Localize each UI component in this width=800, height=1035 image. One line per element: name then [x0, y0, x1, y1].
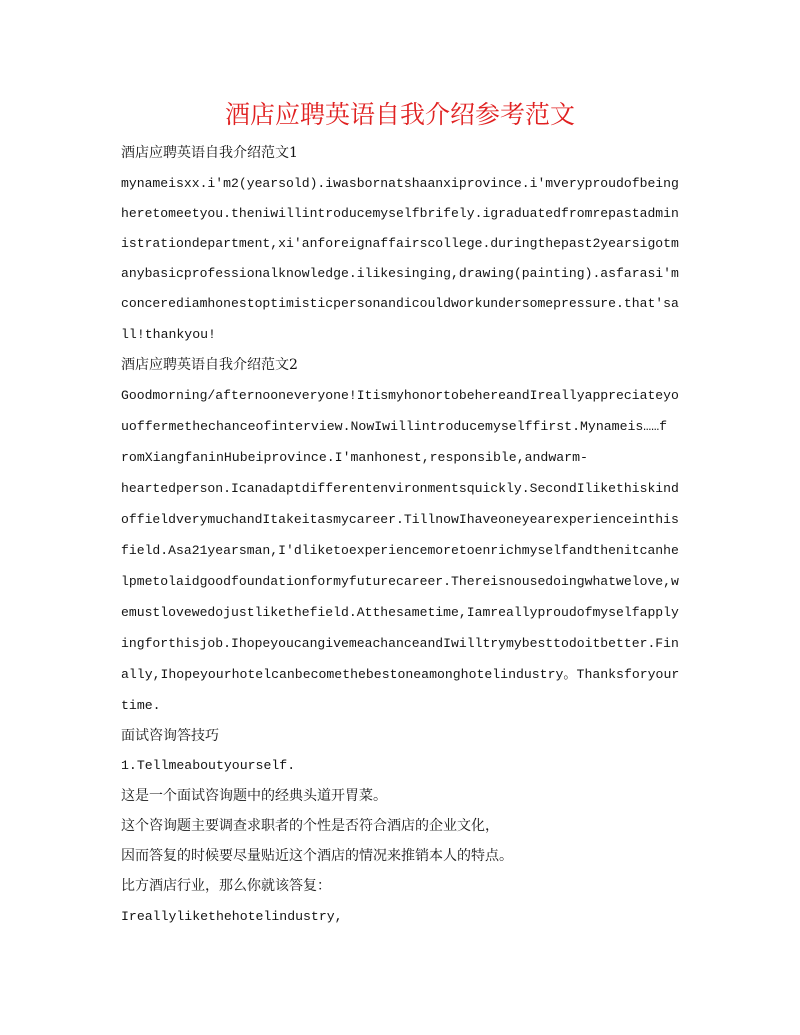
- paragraph-line: istrationdepartment,xi'anforeignaffairscollege.duringthepast2yearsigotm: [121, 236, 679, 251]
- paragraph-line: Goodmorning/afternooneveryone!ItismyhonortobehereandIreallyappreciateyo: [121, 388, 679, 403]
- paragraph-line: ll!thankyou!: [121, 327, 216, 342]
- paragraph-line: romXiangfaninHubeiprovince.I'manhonest,responsible,andwarm-: [121, 450, 588, 465]
- paragraph-line: lpmetolaidgoodfoundationformyfuturecareer.Thereisnousedoingwhatwelove,w: [121, 574, 679, 589]
- question-heading: 1.Tellmeaboutyourself.: [121, 758, 296, 773]
- paragraph-line: ingforthisjob.IhopeyoucangivemeachanceandIwilltrymybesttodoitbetter.Fin: [121, 636, 679, 651]
- paragraph-line: 这是一个面试咨询题中的经典头道开胃菜。: [121, 788, 387, 804]
- paragraph-line: anybasicprofessionalknowledge.ilikesinging,drawing(painting).asfarasi'm: [121, 266, 679, 281]
- section-heading-sample-1: 酒店应聘英语自我介绍范文1: [121, 145, 298, 161]
- paragraph-line: offieldverymuchandItakeitasmycareer.TillnowIhaveoneyearexperienceinthis: [121, 512, 679, 527]
- paragraph-line: ally,Ihopeyourhotelcanbecomethebestoneamonghotelindustry。Thanksforyour: [121, 667, 680, 682]
- paragraph-line: 因而答复的时候要尽量贴近这个酒店的情况来推销本人的特点。: [121, 848, 513, 864]
- document-title: 酒店应聘英语自我介绍参考范文: [224, 100, 575, 129]
- paragraph-line: concerediamhonestoptimisticpersonandicouldworkundersomepressure.that'sa: [121, 296, 679, 311]
- paragraph-line: uoffermethechanceofinterview.NowIwillintroducemyselffirst.Mynameis……f: [121, 419, 668, 434]
- paragraph-line: field.Asa21yearsman,I'dliketoexperiencemoretoenrichmyselfandthenitcanhe: [121, 543, 679, 558]
- section-heading-sample-2: 酒店应聘英语自我介绍范文2: [121, 357, 298, 373]
- paragraph-line: time.: [121, 698, 161, 713]
- paragraph-line: 这个咨询题主要调查求职者的个性是否符合酒店的企业文化，: [121, 818, 499, 834]
- paragraph-line: mynameisxx.i'm2(yearsold).iwasbornatshaanxiprovince.i'mveryproudofbeing: [121, 176, 679, 191]
- paragraph-line: heretomeetyou.theniwillintroducemyselfbrifely.igraduatedfromrepastadmin: [121, 206, 679, 221]
- section-heading-tips: 面试咨询答技巧: [121, 728, 219, 744]
- paragraph-line: Ireallylikethehotelindustry,: [121, 909, 343, 924]
- paragraph-line: heartedperson.Icanadaptdifferentenvironmentsquickly.SecondIlikethiskind: [121, 481, 679, 496]
- paragraph-line: emustlovewedojustlikethefield.Atthesametime,Iamreallyproudofmyselfapply: [121, 605, 679, 620]
- paragraph-line: 比方酒店行业，那么你就该答复：: [121, 878, 331, 894]
